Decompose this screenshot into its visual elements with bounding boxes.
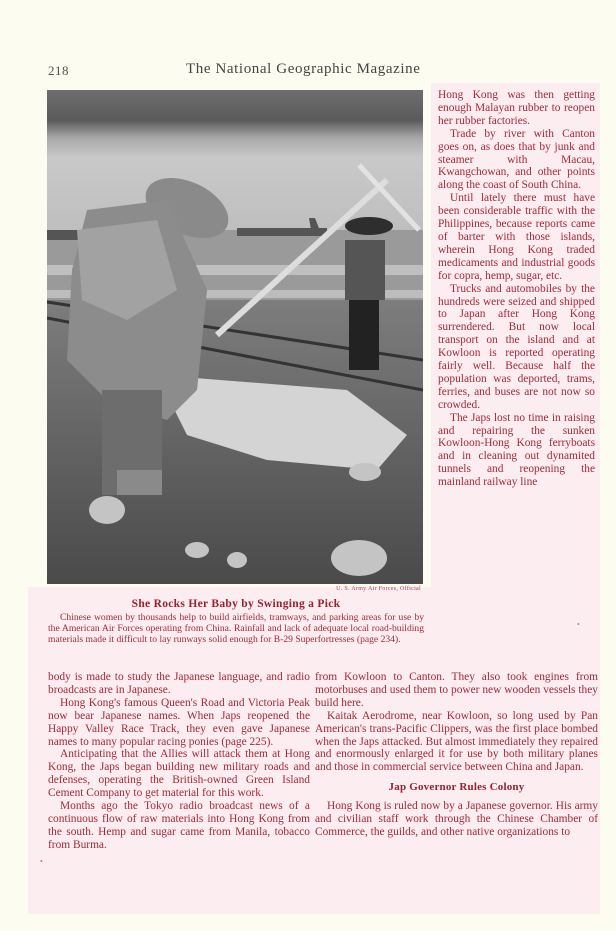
caption-body xyxy=(48,613,424,645)
running-header-title: The National Geographic Magazine xyxy=(186,61,421,77)
paragraph: Hong Kong's famous Queen's Road and Victoria Peak now bear Japanese names. When Japs reopened the Happy Valley Race Track, they even gave Japanese names to many popular racing ponies (page 225). xyxy=(48,696,310,748)
paragraph: Hong Kong is ruled now by a Japanese governor. His army and civilian staff work through the Chinese Chamber of Commerce, the guilds, and other native organizations to xyxy=(315,800,598,838)
middle-column xyxy=(315,671,598,839)
photograph xyxy=(47,90,423,584)
paragraph: from Kowloon to Canton. They also took engines from motorbuses and used them to power new wooden vessels they build here. xyxy=(315,671,598,709)
caption-text: Chinese women by thousands help to build airfields, tramways, and parking areas for use by the American Air Forces operating from China. Rainfall and lack of adequate local road-building materials made it difficult to lay runways solid enough for B-29 Superfortresses (page 234). xyxy=(48,612,424,645)
page-number: 218 xyxy=(48,63,69,78)
left-column xyxy=(48,671,310,852)
paragraph: Kaitak Aerodrome, near Kowloon, so long used by Pan American's trans-Pacific Clippers, was the first place bombed when the Japs attacked. But almost immediately they repaired and enormously enlarged it for use by both military planes and those in commercial service between China and Japan. xyxy=(315,709,598,774)
paragraph: Trade by river with Canton goes on, as does that by junk and steamer with Macau, Kwangchowan, and other points along the coast of South China. xyxy=(438,127,595,192)
paragraph: The Japs lost no time in raising and repairing the sunken Kowloon-Hong Kong ferryboats and in cleaning out dynamited tunnels and reopening the mainland railway line xyxy=(438,411,595,489)
paragraph: Months ago the Tokyo radio broadcast news of a continuous flow of raw materials into Hong Kong from the south. Hemp and sugar came from Manila, tobacco from Burma. xyxy=(48,800,310,851)
paragraph: Until lately there must have been considerable traffic with the Philippines, because reports came of barter with those islands, wherein Hong Kong traded medicaments and industrial goods for copra, hemp, sugar, etc. xyxy=(438,192,595,282)
paragraph: Trucks and automobiles by the hundreds were seized and shipped to Japan after Hong Kong surrendered. But now local transport on the island and at Kowloon is reported operating fairly well. Because half the population was deported, trams, ferries, and buses are not now so crowded. xyxy=(438,282,595,411)
margin-mark: • xyxy=(577,620,580,629)
paragraph: Hong Kong was then getting enough Malayan rubber to reopen her rubber factories. xyxy=(438,89,595,127)
section-subheading: Jap Governor Rules Colony xyxy=(388,781,525,794)
caption-title: She Rocks Her Baby by Swinging a Pick xyxy=(131,598,341,610)
paragraph: body is made to study the Japanese language, and radio broadcasts are in Japanese. xyxy=(48,671,310,696)
right-column xyxy=(438,89,595,489)
margin-mark: • xyxy=(40,857,43,866)
paragraph: Anticipating that the Allies will attack them at Hong Kong, the Japs began building new military roads and defenses, operating the British-owned Green Island Cement Company to get material for this work. xyxy=(48,748,310,800)
photo-credit: U. S. Army Air Forces, Official xyxy=(336,586,421,592)
